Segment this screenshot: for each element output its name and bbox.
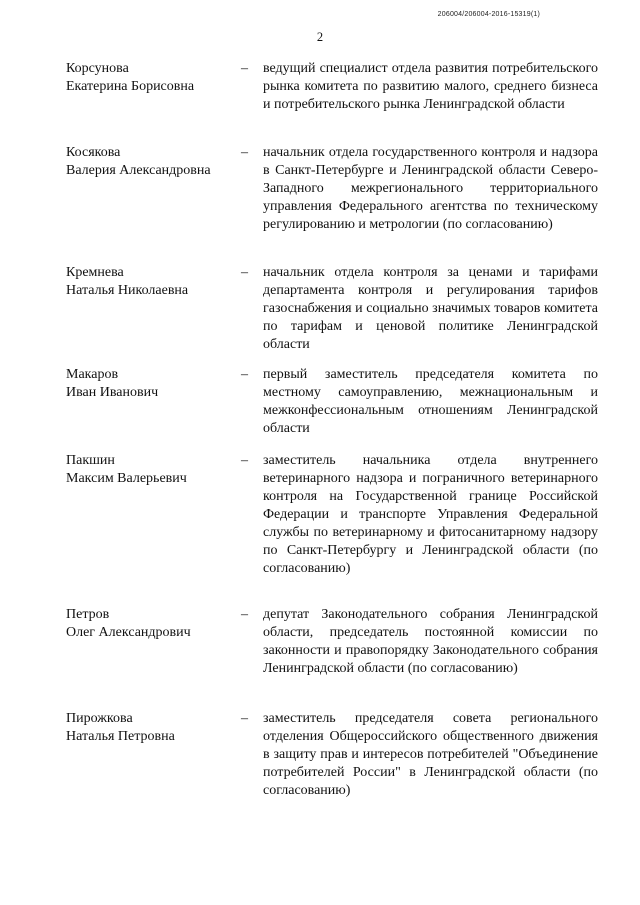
dash-separator: – <box>241 265 248 280</box>
member-surname: Пакшин <box>66 453 115 468</box>
member-role: заместитель начальника отдела внутреннего ветеринарного надзора и пограничного ветеринарного контроля на Государственной границе Российской Федерации и транспорте Управления Федеральной службы по ветеринарному и фитосанитарному надзору по Санкт-Петербургу и Ленинградской области (по согласованию) <box>263 453 598 576</box>
member-given-names: Валерия Александровна <box>66 163 211 178</box>
dash-separator: – <box>241 145 248 160</box>
member-role: начальник отдела контроля за ценами и тарифами департамента контроля и регулирования тарифов газоснабжения и социально значимых товаров комитета по тарифам и ценовой политике Ленинградской области <box>263 265 598 352</box>
document-id: 206004/206004-2016-15319(1) <box>437 11 540 18</box>
member-role: ведущий специалист отдела развития потребительского рынка комитета по развитию малого, среднего бизнеса и потребительского рынка Ленинградской области <box>263 61 598 112</box>
dash-separator: – <box>241 453 248 468</box>
member-name <box>66 60 246 96</box>
member-name <box>66 264 246 300</box>
member-given-names: Наталья Николаевна <box>66 283 189 298</box>
member-role: заместитель председателя совета регионального отделения Общероссийского общественного движения в защиту прав и интересов потребителей "Объединение потребителей России" в Ленинградской области (по согласованию) <box>263 711 598 798</box>
dash-separator: – <box>241 711 248 726</box>
member-surname: Кремнева <box>66 265 124 280</box>
dash-separator: – <box>241 607 248 622</box>
member-surname: Макаров <box>66 367 119 382</box>
member-given-names: Иван Иванович <box>66 385 159 400</box>
page-number: 2 <box>316 30 324 44</box>
member-role: первый заместитель председателя комитета по местному самоуправлению, межнациональным и межконфессиональным отношениям Ленинградской области <box>263 367 598 436</box>
member-given-names: Наталья Петровна <box>66 729 175 744</box>
member-name <box>66 144 246 180</box>
member-name <box>66 452 246 488</box>
member-surname: Пирожкова <box>66 711 133 726</box>
member-name <box>66 606 246 642</box>
member-role: депутат Законодательного собрания Ленинградской области, председатель постоянной комиссии по законности и правопорядку Законодательного собрания Ленинградской области (по согласованию) <box>263 607 598 676</box>
member-given-names: Олег Александрович <box>66 625 191 640</box>
member-role: начальник отдела государственного контроля и надзора в Санкт-Петербурге и Ленинградской области Северо-Западного межрегионального территориального управления Федерального агентства по техническому регулированию и метрологии (по согласованию) <box>263 145 598 232</box>
member-given-names: Екатерина Борисовна <box>66 79 195 94</box>
member-name <box>66 710 246 746</box>
member-surname: Корсунова <box>66 61 129 76</box>
member-surname: Косякова <box>66 145 121 160</box>
member-surname: Петров <box>66 607 110 622</box>
member-name <box>66 366 246 402</box>
dash-separator: – <box>241 367 248 382</box>
member-given-names: Максим Валерьевич <box>66 471 187 486</box>
dash-separator: – <box>241 61 248 76</box>
